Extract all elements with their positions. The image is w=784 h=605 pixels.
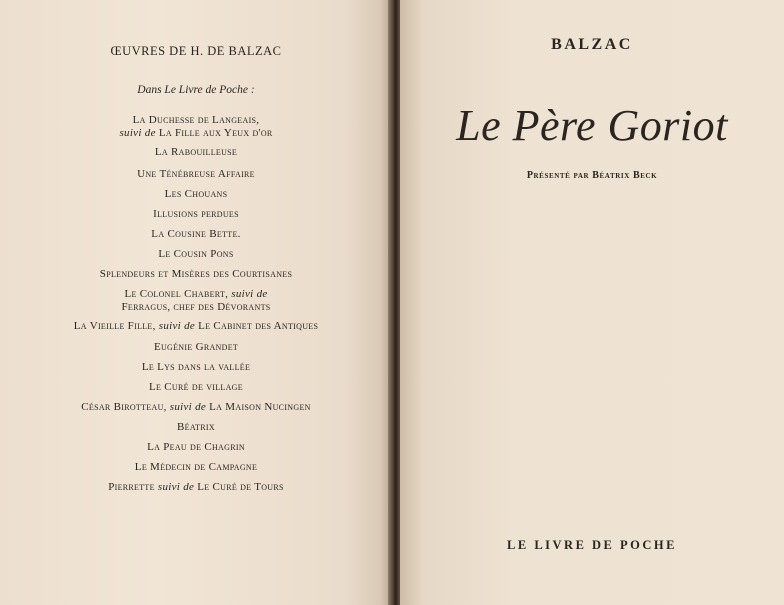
presenter-credit: Présenté par Béatrix Beck: [526, 170, 658, 181]
work-title-connector: suivi de: [158, 320, 196, 332]
work-title: [0, 228, 392, 241]
work-title: [0, 188, 392, 201]
work-title-second: Le Cabinet des Antiques: [198, 320, 319, 332]
work-title-main: La Duchesse de Langeais,: [132, 114, 260, 126]
work-title-second: La Fille aux Yeux d'or: [158, 127, 273, 139]
work-title: [0, 208, 392, 221]
work-title: [0, 341, 392, 354]
work-title: [0, 461, 392, 474]
work-title-main: Béatrix: [177, 421, 215, 433]
work-title-main: La Vieille Fille,: [73, 320, 156, 332]
author-name: BALZAC: [551, 36, 633, 53]
work-title: [0, 248, 392, 261]
work-title-main: La Rabouilleuse: [154, 146, 238, 158]
work-title-connector: suivi de: [169, 401, 207, 413]
work-title-main: Eugénie Grandet: [153, 341, 239, 353]
work-title-second: La Maison Nucingen: [209, 401, 311, 413]
work-title: [0, 441, 392, 454]
work-title-connector: suivi de: [231, 288, 268, 300]
work-title: [0, 381, 392, 394]
work-title-main: Le Lys dans la vallée: [141, 361, 251, 373]
work-title-connector: suivi de: [157, 481, 195, 493]
work-title-second: Ferragus, chef des Dévorants: [121, 301, 271, 313]
work-title: [0, 288, 392, 314]
work-title-main: Le Colonel Chabert,: [124, 288, 229, 300]
work-title-main: Le Médecin de Campagne: [134, 461, 258, 473]
work-title: [0, 421, 392, 434]
book-title: Le Père Goriot: [456, 101, 728, 150]
work-title: [0, 168, 392, 181]
work-title: [0, 361, 392, 374]
work-title-main: Pierrette: [108, 481, 155, 493]
work-title-main: Illusions perdues: [153, 208, 239, 220]
work-title: [0, 114, 392, 140]
work-title-connector: suivi de: [119, 127, 156, 139]
work-title-main: Les Chouans: [164, 188, 228, 200]
works-heading: ŒUVRES DE H. DE BALZAC: [110, 44, 282, 58]
work-title-main: Le Cousin Pons: [158, 248, 234, 260]
work-title-main: Splendeurs et Misères des Courtisanes: [99, 268, 293, 280]
work-title: [0, 320, 392, 333]
work-title: [0, 481, 392, 494]
work-title: [0, 146, 392, 159]
work-title: [0, 401, 392, 414]
publisher-name: LE LIVRE DE POCHE: [507, 538, 677, 552]
work-title: [0, 268, 392, 281]
work-title-second: Le Curé de Tours: [197, 481, 284, 493]
work-title-main: Une Ténébreuse Affaire: [137, 168, 255, 180]
right-page: [400, 0, 784, 605]
work-title-main: La Peau de Chagrin: [147, 441, 245, 453]
work-title-main: César Birotteau,: [81, 401, 167, 413]
collection-intro: Dans Le Livre de Poche :: [137, 84, 255, 96]
work-title-main: La Cousine Bette.: [151, 228, 241, 240]
work-title-main: Le Curé de village: [149, 381, 243, 393]
